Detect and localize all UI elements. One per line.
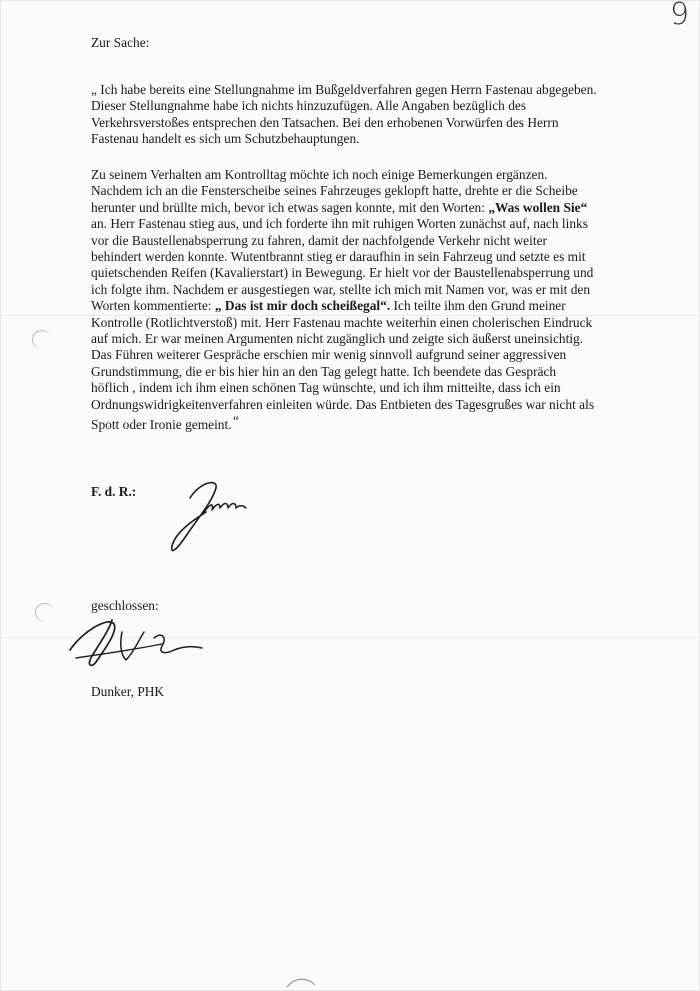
text-line [91,298,651,314]
handwritten-page-number: 9 [670,0,690,32]
text-line: Zu seinem Verhalten am Kontrolltag möchte ich noch einige Bemerkungen ergänzen. [91,167,548,182]
paper-staple-mark [285,973,325,991]
signature-closed [62,610,212,680]
text-segment: Spott oder Ironie gemeint. [91,417,232,433]
punch-hole-mark [33,601,55,623]
text-line: höflich , indem ich ihm einen schönen Tag wünschte, und ich ihm mitteilte, dass ich ein [91,380,561,396]
closed-label: geschlossen: [91,598,159,613]
text-line: Nachdem ich an die Fensterscheibe seines Fahrzeuges geklopft hatte, drehte er die Scheibe [91,183,578,199]
paragraph-incident [91,167,651,434]
quoted-statement: „ Das ist mir doch scheißegal“. [214,298,391,314]
text-segment: herunter und brüllte mich, bevor ich etwas sagen konnte, mit den Worten: [91,199,489,215]
text-line: Ordnungswidrigkeitenverfahren einleiten würde. Das Entbieten des Tagesgrußes war nicht als [91,396,595,412]
text-line: Fastenau handelt es sich um Schutzbehauptungen. [91,131,360,147]
text-line: Verkehrsverstoßes entsprechen den Tatsachen. Bei den erhobenen Vorwürfen des Herrn [91,114,559,130]
text-line: behindert werden konnte. Wutentbrannt stieg er daraufhin in sein Fahrzeug und setzte es mit [91,249,586,265]
text-line: vor die Baustellenabsperrung zu fahren, damit der nachfolgende Verkehr nicht weiter [91,232,547,248]
text-line: Das Führen weiterer Gespräche erschien mir wenig sinnvoll aufgrund seiner aggressiven [91,347,567,363]
text-line: ich folgte ihm. Nachdem er ausgestiegen war, stellte ich mich mit Namen vor, was er mit den [91,281,591,297]
closing-quote-mark: “ [231,413,240,429]
text-segment: Ich teilte ihm den Grund meiner [390,298,566,314]
text-line: Dieser Stellungnahme habe ich nichts hinzuzufügen. Alle Angaben bezüglich des [91,98,527,114]
signer-name: Dunker, PHK [91,684,165,699]
signature-fdr [160,468,270,558]
fdr-label: F. d. R.: [91,484,137,499]
punch-hole-mark [30,328,52,350]
paragraph-statement [91,82,651,148]
text-segment: Worten kommentierte: [91,298,215,314]
text-line [91,200,651,216]
text-line: quietschenden Reifen (Kavalierstart) in Bewegung. Er hielt vor der Baustellenabsperrung und [91,265,594,281]
text-line: an. Herr Fastenau stieg aus, und ich forderte ihn mit ruhigen Worten zunächst auf, nach links [91,216,588,232]
text-line: „ Ich habe bereits eine Stellungnahme im Bußgeldverfahren gegen Herrn Fastenau abgegeben. [91,82,597,97]
text-line [91,413,651,433]
quoted-statement: „Was wollen Sie“ [488,199,588,215]
text-line: auf mich. Er war meinen Argumenten nicht zugänglich und zeigte sich äußerst uneinsichtig. [91,331,584,347]
text-line: Grundstimmung, die er bis hier hin an den Tag gelegt hatte. Ich beendete das Gespräch [91,363,557,379]
text-line: Kontrolle (Rotlichtverstoß) mit. Herr Fastenau machte weiterhin einen cholerischen Eindruck [91,314,593,330]
section-heading: Zur Sache: [91,35,150,50]
